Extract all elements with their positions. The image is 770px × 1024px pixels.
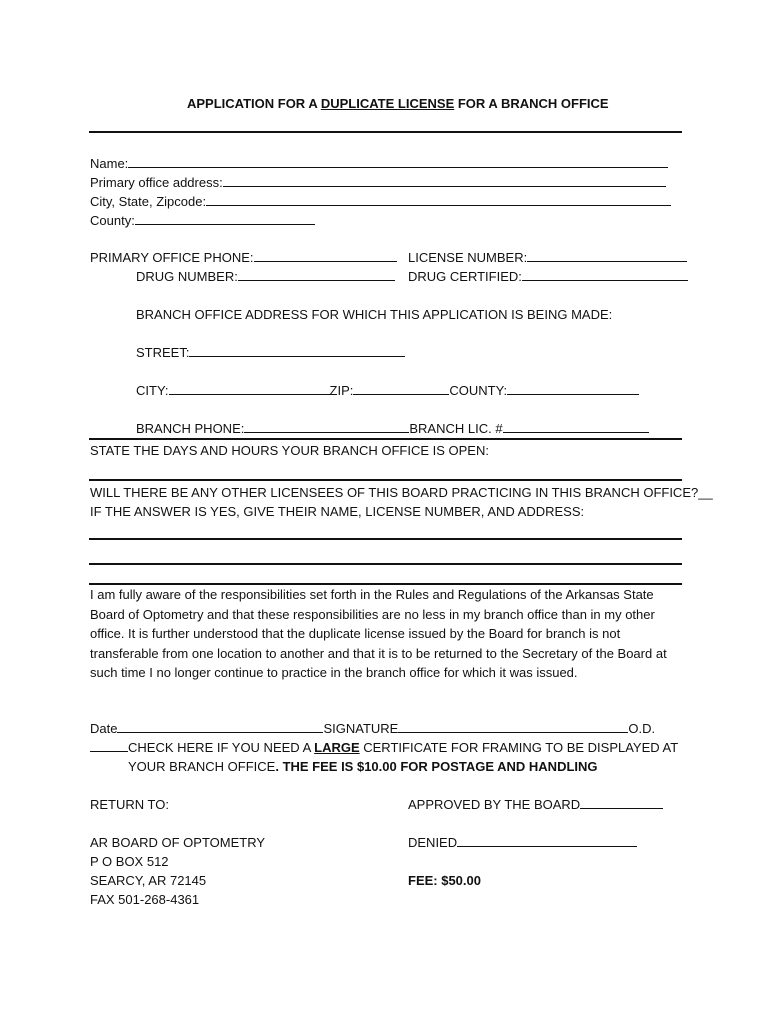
city-zip-county-row: [136, 381, 639, 400]
county-label: County:: [90, 213, 135, 228]
approved-field[interactable]: [580, 795, 663, 809]
other-licensees-question: WILL THERE BE ANY OTHER LICENSEES OF THIS BOARD PRACTICING IN THIS BRANCH OFFICE?__: [90, 485, 713, 500]
street-label: STREET:: [136, 345, 190, 360]
days-hours-label: STATE THE DAYS AND HOURS YOUR BRANCH OFFICE IS OPEN:: [90, 443, 489, 458]
return-city: SEARCY, AR 72145: [90, 873, 207, 888]
return-to-label: RETURN TO:: [90, 797, 169, 812]
primary-office-address-field[interactable]: [223, 173, 666, 187]
drug-number-label: DRUG NUMBER:: [136, 269, 238, 284]
denied-row: [408, 833, 637, 852]
responsibility-statement: I am fully aware of the responsibilities set forth in the Rules and Regulations of the Arkansas State Board of Optometry and that these responsibilities are no less in my branch office than in my other office. It is further understood that the duplicate license issued by the Board for branch is not transferable from one location to another and that it is to be returned to the Secretary of the Board at such time I no longer continue to practice in the branch office for which it was issued.: [90, 587, 667, 680]
signature-field[interactable]: [398, 719, 628, 733]
page-title: [187, 94, 609, 113]
branch-county-field[interactable]: [507, 381, 639, 395]
licensees-rule-2: [89, 563, 682, 565]
date-field[interactable]: [117, 719, 323, 733]
city-state-zip-label: City, State, Zipcode:: [90, 194, 207, 209]
license-number-row: [408, 248, 687, 267]
branch-heading: BRANCH OFFICE ADDRESS FOR WHICH THIS APPLICATION IS BEING MADE:: [136, 307, 613, 322]
county-field[interactable]: [135, 211, 315, 225]
name-row: [90, 154, 668, 173]
return-org: AR BOARD OF OPTOMETRY: [90, 835, 266, 850]
primary-office-address-row: [90, 173, 666, 192]
other-licensees-followup: IF THE ANSWER IS YES, GIVE THEIR NAME, LICENSE NUMBER, AND ADDRESS:: [90, 504, 585, 519]
return-fax: FAX 501-268-4361: [90, 892, 200, 907]
certificate-line2-pre: YOUR BRANCH OFFICE: [128, 759, 276, 774]
drug-number-row: [136, 267, 395, 286]
certificate-checkbox[interactable]: [90, 738, 128, 752]
certificate-line2-bold: . THE FEE IS $10.00 FOR POSTAGE AND HANDLING: [275, 759, 598, 774]
name-field[interactable]: [128, 154, 668, 168]
primary-office-phone-field[interactable]: [254, 248, 397, 262]
branch-lic-label: BRANCH LIC. #: [409, 421, 503, 436]
days-hours-rule: [89, 479, 682, 481]
signature-label: SIGNATURE: [323, 721, 399, 736]
primary-office-phone-label: PRIMARY OFFICE PHONE:: [90, 250, 254, 265]
drug-certified-label: DRUG CERTIFIED:: [408, 269, 522, 284]
city-state-zip-row: [90, 192, 671, 211]
title-pre: APPLICATION FOR A: [187, 96, 321, 111]
primary-office-address-label: Primary office address:: [90, 175, 223, 190]
drug-certified-field[interactable]: [522, 267, 688, 281]
approved-row: [408, 795, 663, 814]
license-number-field[interactable]: [527, 248, 687, 262]
certificate-post: CERTIFICATE FOR FRAMING TO BE DISPLAYED AT: [359, 740, 679, 755]
certificate-pre: CHECK HERE IF YOU NEED A: [128, 740, 315, 755]
licensees-rule-1: [89, 538, 682, 540]
branch-county-label: COUNTY:: [449, 383, 508, 398]
branch-city-label: CITY:: [136, 383, 169, 398]
denied-label: DENIED: [408, 835, 458, 850]
drug-certified-row: [408, 267, 688, 286]
title-post: FOR A BRANCH OFFICE: [454, 96, 609, 111]
fee-label: FEE: $50.00: [408, 873, 481, 888]
branch-phone-label: BRANCH PHONE:: [136, 421, 245, 436]
title-rule: [89, 131, 682, 133]
city-state-zip-field[interactable]: [206, 192, 671, 206]
license-number-label: LICENSE NUMBER:: [408, 250, 528, 265]
return-box: P O BOX 512: [90, 854, 169, 869]
branch-zip-label: ZIP:: [329, 383, 354, 398]
denied-field[interactable]: [457, 833, 637, 847]
street-field[interactable]: [189, 343, 405, 357]
branch-zip-field[interactable]: [353, 381, 449, 395]
branch-rule: [89, 438, 682, 440]
date-label: Date: [90, 721, 118, 736]
branch-city-field[interactable]: [169, 381, 330, 395]
signature-row: [90, 719, 655, 738]
county-row: [90, 211, 315, 230]
branch-lic-field[interactable]: [503, 419, 649, 433]
name-label: Name:: [90, 156, 129, 171]
title-underlined: DUPLICATE LICENSE: [320, 96, 455, 111]
street-row: [136, 343, 405, 362]
approved-label: APPROVED BY THE BOARD: [408, 797, 581, 812]
primary-office-phone-row: [90, 248, 397, 267]
branch-phone-row: [136, 419, 649, 438]
branch-phone-field[interactable]: [244, 419, 409, 433]
certificate-large: LARGE: [314, 740, 360, 755]
certificate-row-2: [128, 757, 598, 776]
certificate-row: [90, 738, 678, 757]
drug-number-field[interactable]: [238, 267, 395, 281]
od-label: O.D.: [628, 721, 656, 736]
